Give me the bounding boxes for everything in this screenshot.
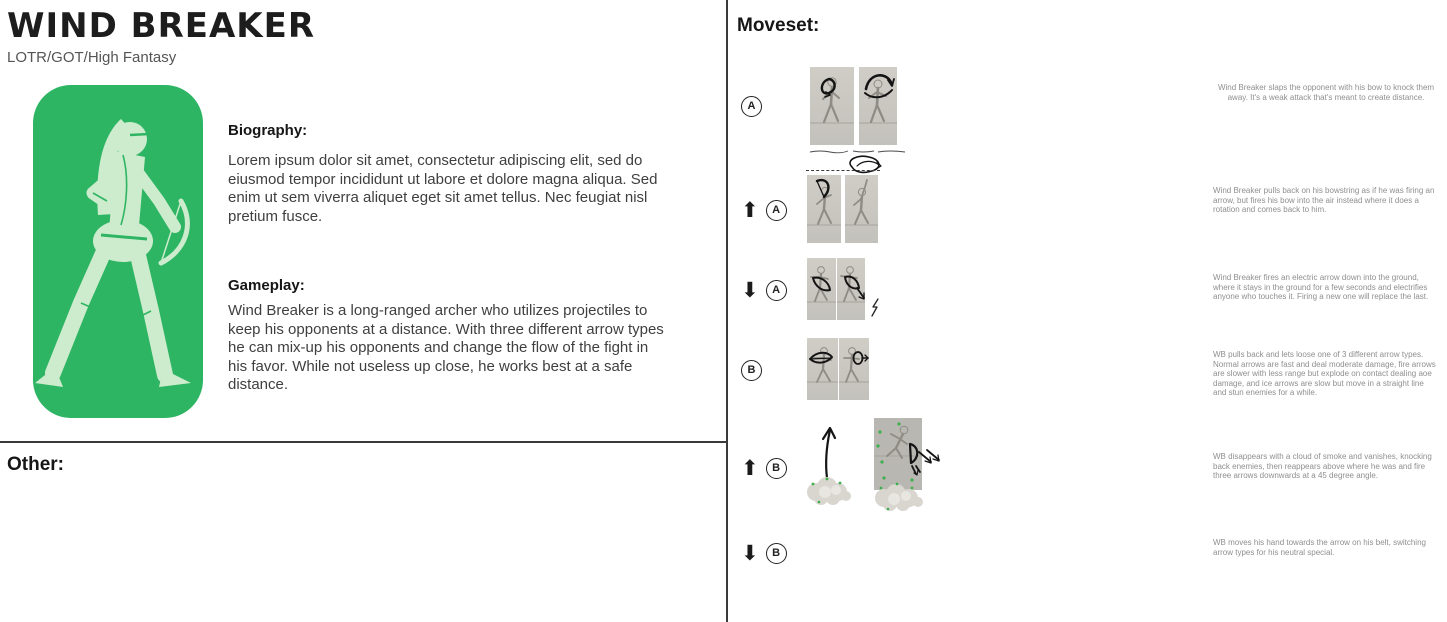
vertical-divider [726,0,728,622]
button-a-icon: A [741,96,762,117]
horizontal-divider [0,441,727,443]
move-sketch-photo [807,258,836,320]
smoke-cloud-sketch [871,476,923,512]
input-down-a [741,276,787,304]
move-description: WB pulls back and lets loose one of 3 different arrow types. Normal arrows are fast and deal moderate damage, fire arrows are slower with less range but explode on contact dealing aoe damage, and ice arrows are slow but move in a straight line and stun enemies for a while. [1213,350,1436,398]
gameplay-text: Wind Breaker is a long-ranged archer who utilizes projectiles to keep his opponents at a distance. With three different arrow types he can mix-up his opponents and change the flow of the fight in his favor. While not useless up close, he works best at a safe distance. [228,302,664,393]
biography-heading: Biography: [228,122,308,139]
arrow-up-icon: ⬆ [741,455,759,480]
input-b [741,356,762,384]
move-sketch-photo [837,258,865,320]
move-sketch-photo [807,175,841,243]
biography-text: Lorem ipsum dolor sit amet, consectetur adipiscing elit, sed do eiusmod tempor incididunt ut labore et dolore magna aliqua. Sed enim ut sem viverra aliquet eget sit amet tellus. Nec feugiat nisl pretium fusce. [228,152,658,225]
button-a-icon: A [766,280,787,301]
move-sketch-photo [810,67,854,145]
sketch-dashed-line [806,170,880,171]
smoke-cloud-sketch [805,466,851,506]
move-sketch-photo [845,175,878,243]
arrow-down-icon: ⬇ [741,277,759,302]
other-heading: Other: [7,454,64,475]
move-sketch-photo [839,338,869,400]
gameplay-heading: Gameplay: [228,277,305,294]
character-portrait-card [33,85,203,418]
button-b-icon: B [766,458,787,479]
button-b-icon: B [741,360,762,381]
move-description: Wind Breaker pulls back on his bowstring as if he was firing an arrow, but fires his bow into the air instead where it does a rotation and comes back to him. [1213,186,1435,215]
bow-loop-sketch [843,152,891,176]
move-description: Wind Breaker fires an electric arrow down into the ground, where it stays in the ground for a few seconds and electrifies anyone who touches it. Firing a new one will replace the last. [1213,273,1429,302]
input-a [741,92,762,120]
arrow-up-icon: ⬆ [741,197,759,222]
move-description: WB disappears with a cloud of smoke and vanishes, knocking back enemies, then reappears above where he was and fire three arrows downwards at a 45 degree angle. [1213,452,1432,481]
down-arrows-doodle [915,448,943,474]
archer-silhouette-art [33,85,203,418]
move-sketch-photo [807,338,838,400]
moveset-heading: Moveset: [737,15,820,36]
move-description: Wind Breaker slaps the opponent with his bow to knock them away. It's a weak attack that's meant to create distance. [1217,83,1435,102]
input-up-a [741,196,787,224]
button-a-icon: A [766,200,787,221]
page-title: WIND BREAKER [7,6,316,46]
arrow-down-icon: ⬇ [741,540,759,565]
page-subtitle: LOTR/GOT/High Fantasy [7,49,177,66]
move-sketch-photo [859,67,897,145]
lightning-doodle [870,298,882,318]
input-up-b [741,454,787,482]
input-down-b [741,539,787,567]
move-description: WB moves his hand towards the arrow on his belt, switching arrow types for his neutral special. [1213,538,1426,557]
button-b-icon: B [766,543,787,564]
